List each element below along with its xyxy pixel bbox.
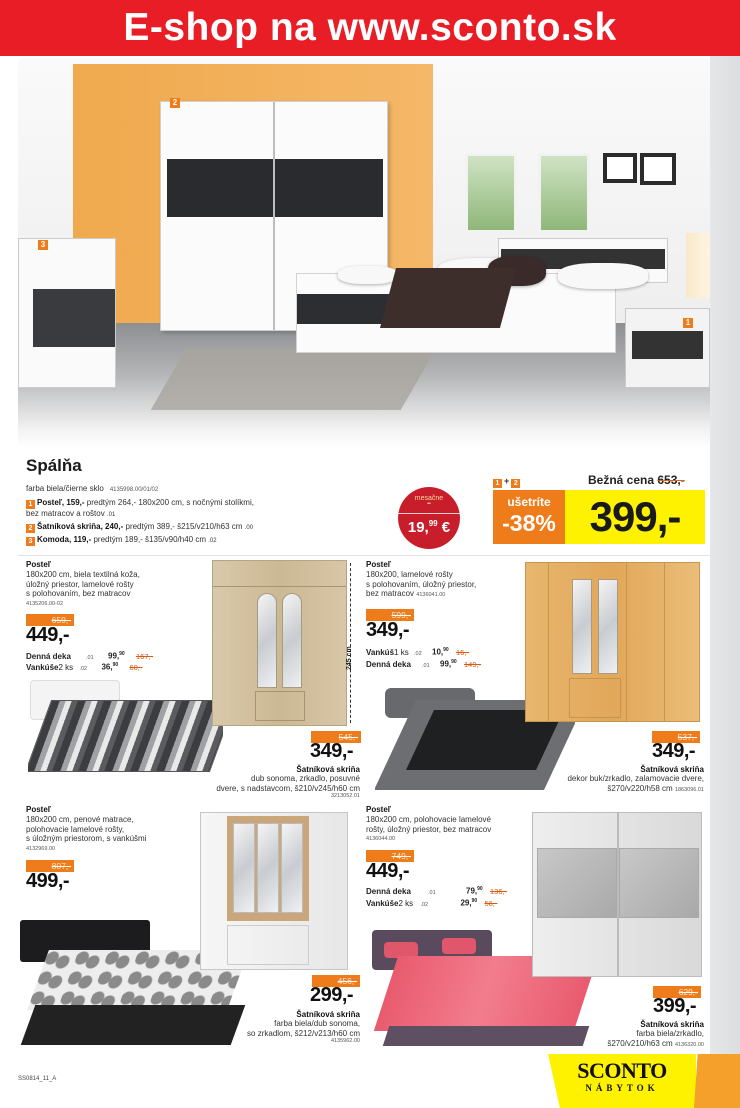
- old-price-tag: 629,-: [653, 986, 701, 998]
- height-dimension-label: 245 cm: [346, 646, 353, 670]
- logo-subtitle: NÁBYTOK: [585, 1083, 659, 1093]
- old-price-tag: 749,-: [366, 850, 414, 862]
- product-price: 299,-: [310, 984, 354, 1006]
- product-info: Šatníková skriňa farba biela/zrkadlo, š270/v210/h63 cm 4136320.00: [504, 1020, 704, 1050]
- item-code: .01: [106, 512, 116, 518]
- accessory-row: Denná deka .01 99,90 167,-: [26, 651, 154, 661]
- old-price-tag: 659,-: [26, 614, 74, 626]
- set-color: farba biela/čierne sklo: [26, 484, 104, 493]
- combo-indicator: [493, 476, 522, 488]
- accessory-row: Denná deka .01 99,90 149,-: [366, 659, 482, 669]
- regular-price-label: Bežná cena: [588, 473, 655, 487]
- product-code: 4136041.00: [416, 592, 446, 598]
- old-price-tag: 599,-: [366, 609, 414, 621]
- divider: [18, 555, 710, 556]
- product-code: 4132969.00: [26, 846, 56, 852]
- set-item-dresser: [26, 535, 316, 546]
- regular-price-value: 653,-: [657, 473, 685, 487]
- product-price: 499,-: [26, 870, 70, 892]
- product-code: 4136044.00: [366, 836, 396, 842]
- item-details: predtým 264,- 180x200 cm, s nočnými stolíkmi,: [84, 498, 254, 507]
- set-subtitle: [26, 484, 158, 493]
- product-info: Šatníková skriňa dekor buk/zrkadlo, zalamovacie dvere, š270/v220/h58 cm 1863096.01: [484, 765, 704, 795]
- logo-wordmark: SCONTO: [577, 1058, 667, 1083]
- product-desc: 180x200 cm, biela textilná koža, úložný priestor, lamelové rošty s polohovaním, bez matracov: [26, 570, 140, 598]
- product-code: 3213052.01: [330, 793, 360, 799]
- old-price-tag: 807,-: [26, 860, 74, 872]
- product-title: Šatníková skriňa: [640, 1020, 704, 1029]
- product-info: Šatníková skriňa dub sonoma, zrkadlo, posuvné dvere, s nadstavcom, š210/v245/h60 cm 3213052.01: [160, 765, 360, 799]
- set-price: 399,-: [565, 490, 705, 544]
- product-code: 4135962.00: [330, 1038, 360, 1044]
- top-banner[interactable]: [0, 0, 740, 56]
- accessory-row: Denná deka .01 79,90 136,-: [366, 886, 508, 896]
- monthly-value: 19,99 €: [407, 519, 451, 536]
- old-price-tag: 537,-: [652, 731, 700, 743]
- product-price: 399,-: [653, 995, 697, 1017]
- regular-price: [588, 473, 685, 487]
- hero-badge-1: 1: [683, 318, 693, 328]
- product-code: 4135206.00-02: [26, 601, 64, 607]
- monthly-payment-badge: mesačne •• 19,99 €: [398, 487, 460, 549]
- hero-nightstand: [625, 308, 710, 388]
- old-price-tag: 456,-: [312, 975, 360, 987]
- product-desc: 180x200, lamelové rošty s polohovaním, úložný priestor, bez matracov 4136041.00: [366, 570, 477, 598]
- item-details: predtým 389,- š215/v210/h63 cm: [123, 522, 243, 531]
- item-number-badge: 3: [26, 537, 35, 546]
- window: [538, 153, 590, 233]
- product-title: Posteľ: [366, 560, 391, 569]
- banner-text: E-shop na www.sconto.sk: [123, 6, 617, 49]
- combo-badge-1: 1: [493, 479, 502, 488]
- item-code: .02: [208, 538, 217, 544]
- set-title: Spálňa: [26, 456, 82, 475]
- window: [465, 153, 517, 233]
- product-price: 349,-: [310, 740, 354, 762]
- combo-plus: +: [504, 476, 510, 486]
- logo-accent: [694, 1054, 740, 1108]
- catalog-page-code: SS0814_11_A: [18, 1076, 57, 1082]
- product-code: 1863096.01: [674, 786, 704, 793]
- blanket: [380, 268, 516, 328]
- product-image-wardrobe-beech: [525, 562, 700, 722]
- hero-badge-2: 2: [170, 98, 180, 108]
- item-name: Šatníková skriňa, 240,-: [37, 522, 124, 531]
- item-details: predtým 189,- š135/v90/h40 cm: [91, 535, 206, 544]
- set-code: 4135998.00/01/02: [109, 487, 159, 493]
- product-title: Posteľ: [366, 805, 391, 814]
- picture-frame: [640, 153, 676, 185]
- item-name: Posteľ, 159,-: [37, 498, 85, 507]
- product-image-wardrobe-sliding-mirror: [532, 812, 702, 977]
- savings-percent: -38%: [502, 510, 556, 536]
- accessory-row: Vankúše 2 ks .02 29,90 56,-: [366, 898, 498, 908]
- page-edge-strip: [710, 56, 740, 1056]
- combo-badge-2: 2: [511, 479, 520, 488]
- height-dimension-line: [350, 563, 351, 723]
- lamp: [686, 233, 710, 298]
- savings-label: ušetríte: [507, 495, 551, 509]
- accessory-row: Vankúše 2 ks .02 36,90 60,-: [26, 662, 143, 672]
- hero-bedroom-image: [18, 58, 710, 448]
- product-title: Šatníková skriňa: [296, 765, 360, 774]
- product-price: 449,-: [26, 624, 70, 646]
- product-price: 349,-: [652, 740, 696, 762]
- product-title: Šatníková skriňa: [640, 765, 704, 774]
- hero-dresser: [18, 238, 116, 388]
- sconto-logo[interactable]: [572, 1060, 672, 1094]
- savings-box: [493, 490, 565, 544]
- accessory-row: Vankúš 1 ks .02 10,90 16,-: [366, 647, 469, 657]
- pillow: [558, 263, 648, 289]
- product-title: Posteľ: [26, 805, 51, 814]
- product-info: Šatníková skriňa farba biela/dub sonoma, so zrkadlom, š212/v213/h60 cm 4135962.00: [160, 1010, 360, 1044]
- product-title: Posteľ: [26, 560, 51, 569]
- item-number-badge: 1: [26, 500, 35, 509]
- product-price: 449,-: [366, 860, 410, 882]
- product-desc: 180x200 cm, polohovacie lamelové rošty, úložný priestor, bez matracov: [366, 815, 492, 834]
- pillow: [338, 266, 398, 284]
- rug: [151, 350, 436, 410]
- set-item-bed: [26, 498, 316, 520]
- product-code: 4136320.00: [674, 1041, 704, 1048]
- set-item-wardrobe: [26, 522, 316, 533]
- product-desc: 180x200 cm, penové matrace, polohovacie lamelové rošty, s úložným priestorom, s vankúšmi: [26, 815, 147, 843]
- item-details-2: bez matracov a roštov: [26, 509, 105, 518]
- item-name: Komoda, 119,-: [37, 535, 92, 544]
- product-image-wardrobe-white-sonoma: [200, 812, 348, 970]
- product-image-wardrobe-sonoma: [212, 560, 347, 726]
- monthly-label: mesačne: [414, 495, 444, 502]
- product-price: 349,-: [366, 619, 410, 641]
- item-code: .00: [244, 525, 254, 531]
- item-number-badge: 2: [26, 524, 35, 533]
- picture-frame: [603, 153, 637, 183]
- old-price-tag: 545,-: [311, 731, 361, 743]
- product-title: Šatníková skriňa: [296, 1010, 360, 1019]
- hero-badge-3: 3: [38, 240, 48, 250]
